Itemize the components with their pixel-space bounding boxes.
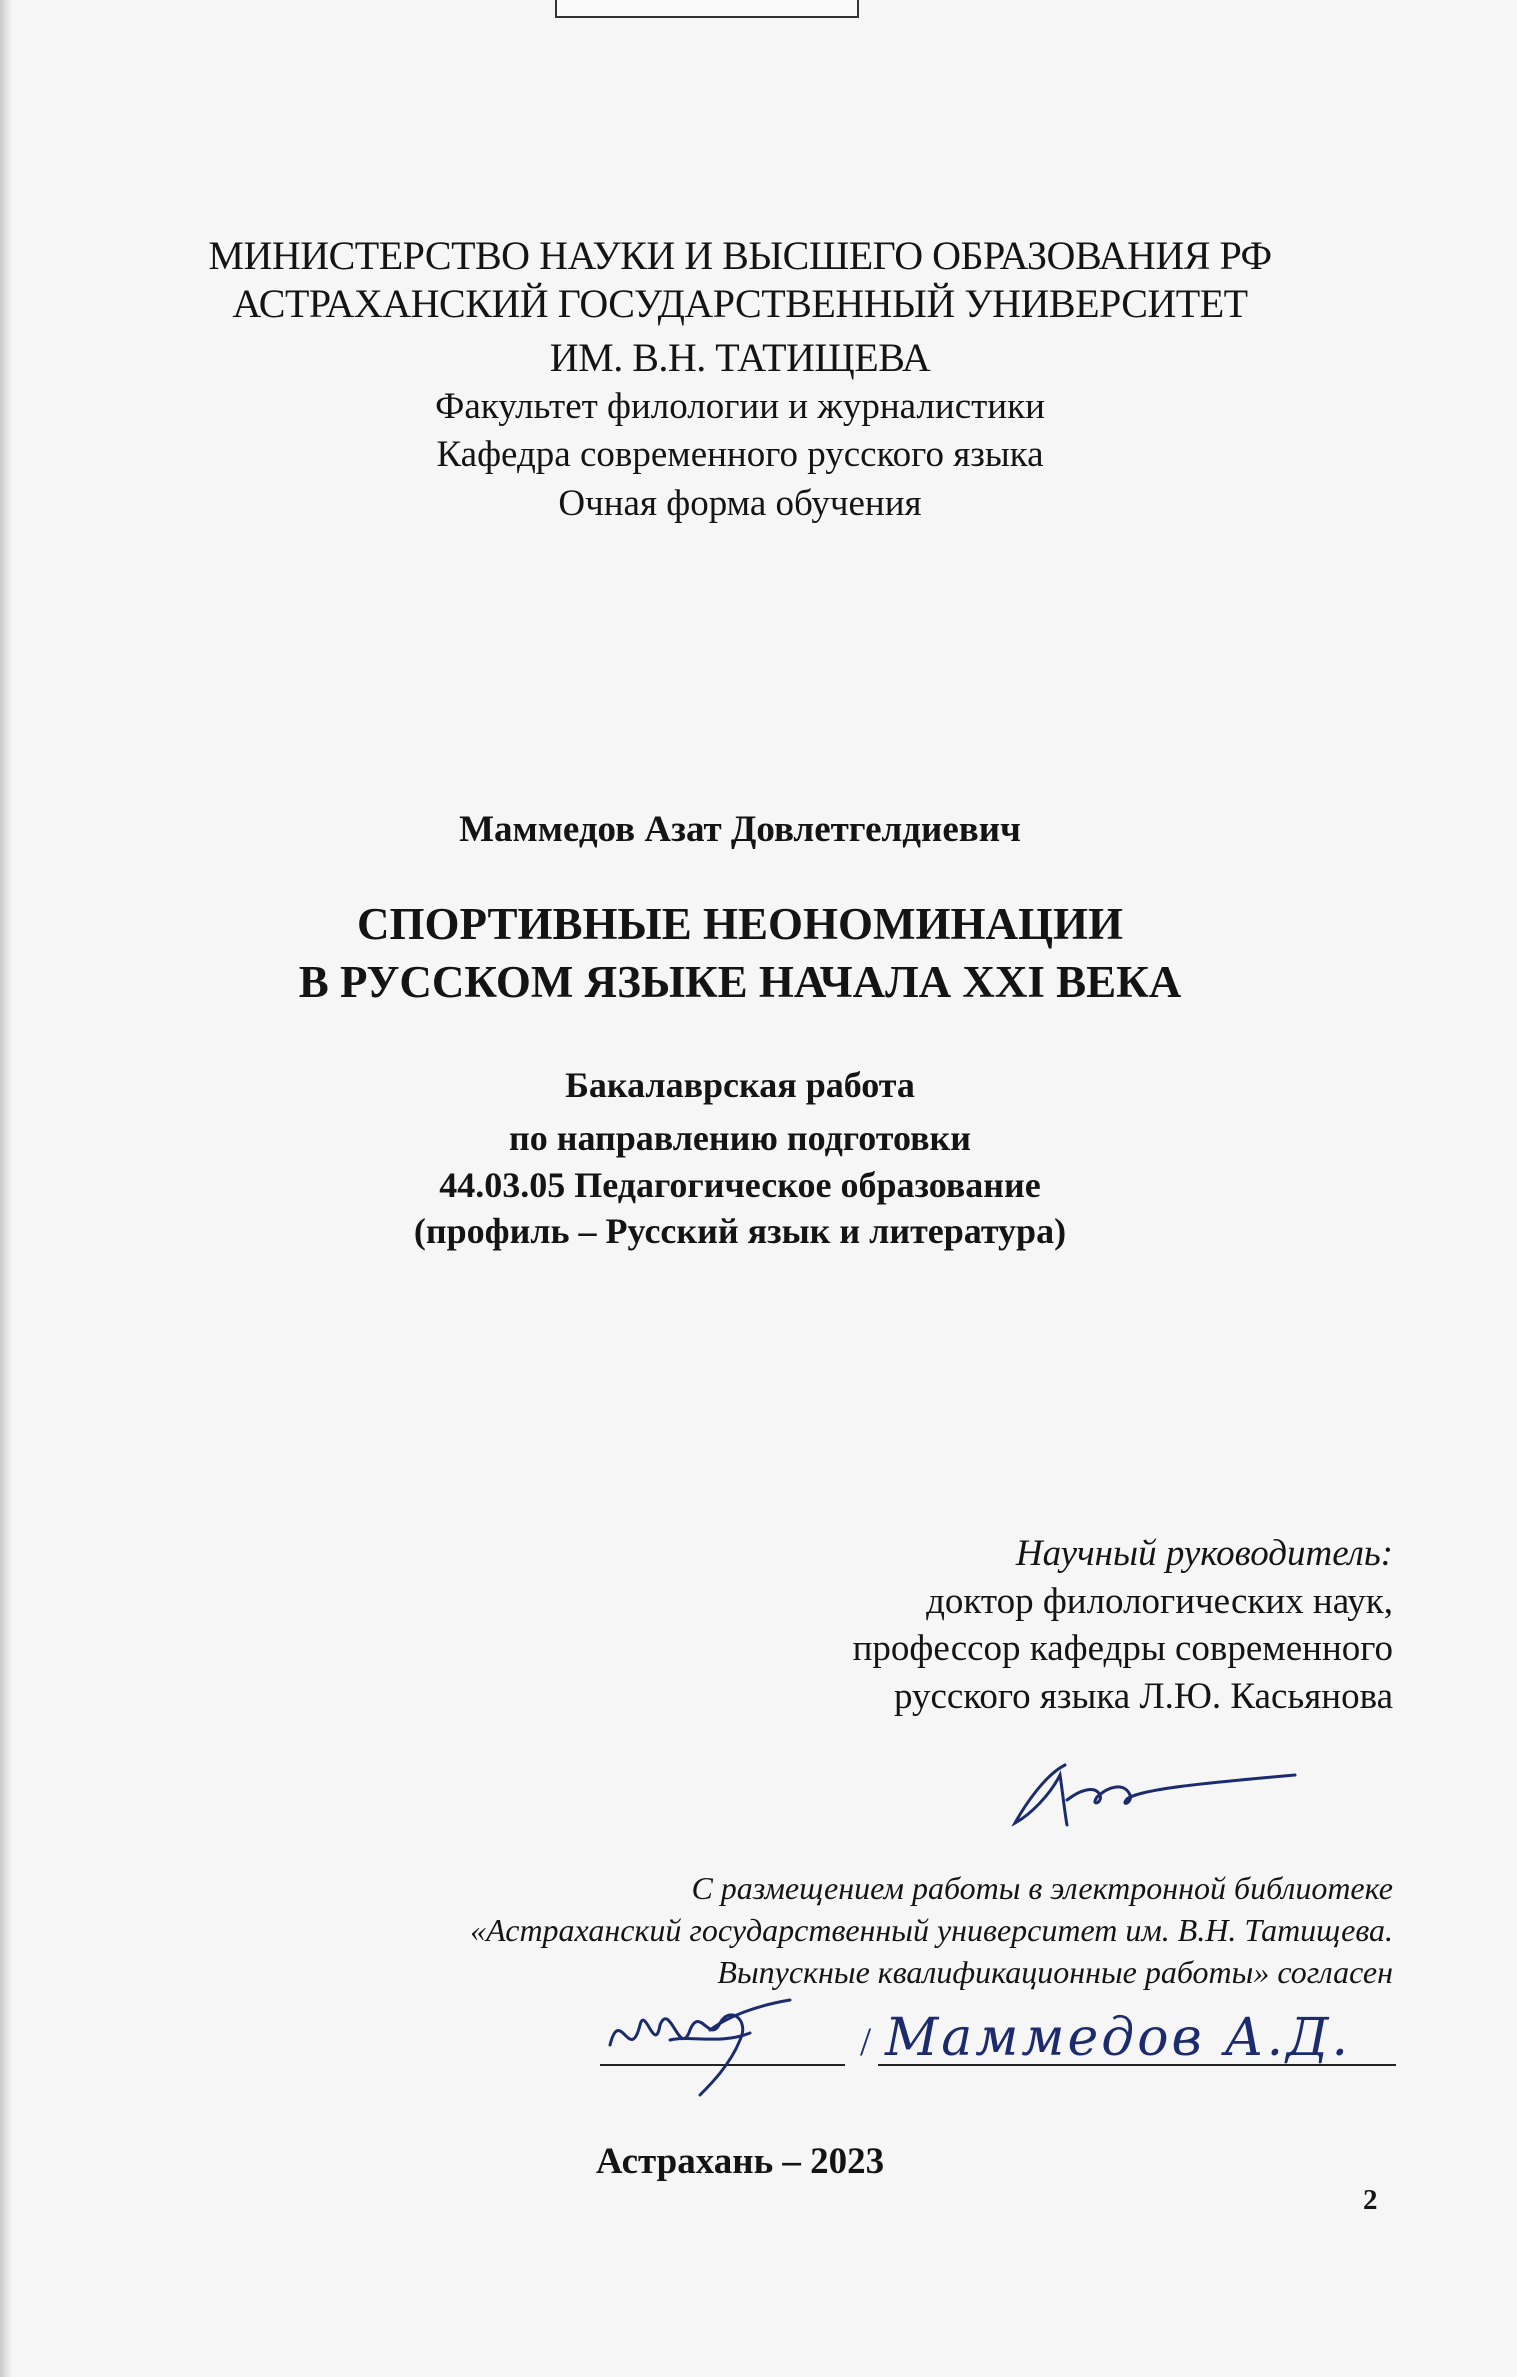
student-handwritten-name: Маммедов А.Д. [885, 2008, 1352, 2068]
supervisor-name: русского языка Л.Ю. Касьянова [893, 1676, 1393, 1717]
work-code: 44.03.05 Педагогическое образование [439, 1165, 1041, 1205]
work-type: Бакалаврская работа [565, 1065, 915, 1105]
consent-line-1: С размещением работы в электронной библиотеке [691, 1870, 1393, 1906]
page-number: 2 [1363, 2184, 1378, 2216]
supervisor-signature [1005, 1745, 1305, 1835]
university-name: ИМ. В.Н. ТАТИЩЕВА [549, 335, 931, 380]
city-year: Астрахань – 2023 [595, 2141, 885, 2182]
ministry-heading: МИНИСТЕРСТВО НАУКИ И ВЫСШЕГО ОБРАЗОВАНИЯ РФ [208, 233, 1272, 278]
consent-line-2: «Астраханский государственный университет им. В.Н. Татищева. [470, 1912, 1393, 1948]
faculty-name: Факультет филологии и журналистики [435, 386, 1045, 427]
thesis-title-line-2: В РУССКОМ ЯЗЫКЕ НАЧАЛА XXI ВЕКА [298, 957, 1182, 1007]
work-profile: (профиль – Русский язык и литература) [413, 1211, 1067, 1251]
author-name: Маммедов Азат Довлетгелдиевич [459, 809, 1021, 850]
supervisor-degree: доктор филологических наук, [926, 1581, 1393, 1622]
supervisor-position: профессор кафедры современного [852, 1628, 1393, 1669]
thesis-title-line-1: СПОРТИВНЫЕ НЕОНОМИНАЦИИ [356, 899, 1124, 949]
study-form: Очная форма обучения [558, 483, 922, 524]
scan-top-tab [555, 0, 859, 18]
work-direction: по направлению подготовки [508, 1118, 972, 1158]
student-signature [600, 1985, 800, 2105]
supervisor-label: Научный руководитель: [1015, 1533, 1393, 1574]
department-name: Кафедра современного русского языка [436, 434, 1044, 475]
signature-separator: / [860, 2019, 872, 2064]
consent-line-3: Выпускные квалификационные работы» согласен [717, 1954, 1393, 1990]
university-heading: АСТРАХАНСКИЙ ГОСУДАРСТВЕННЫЙ УНИВЕРСИТЕТ [232, 281, 1248, 326]
